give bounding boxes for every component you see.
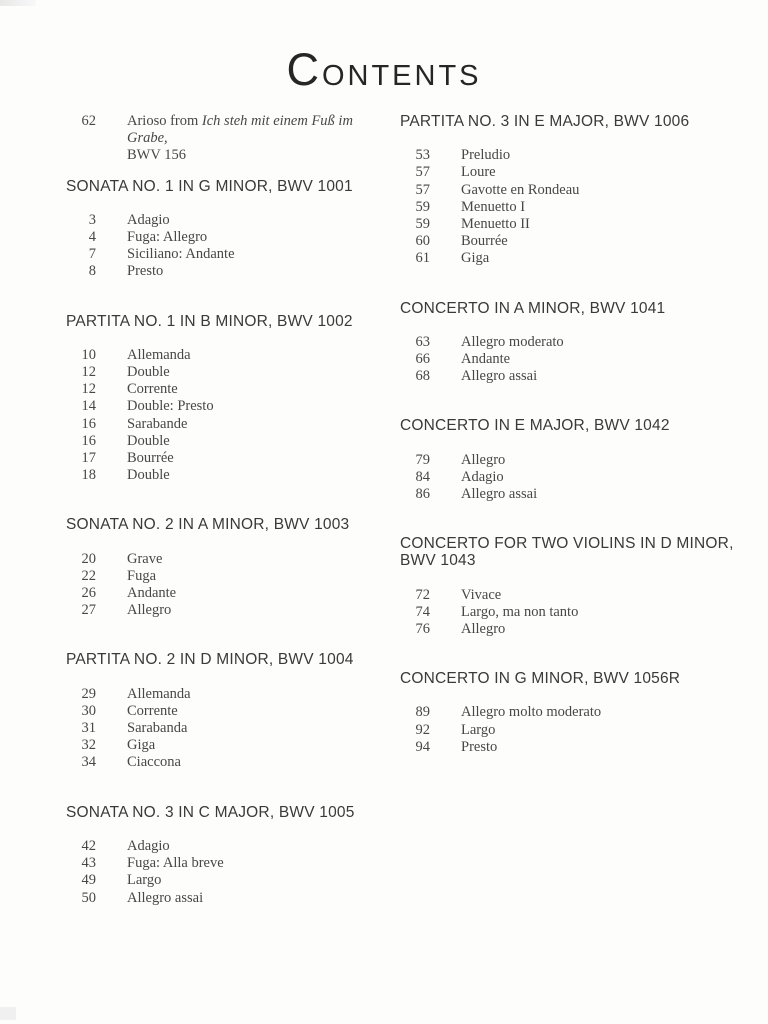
toc-section bbox=[400, 535, 734, 638]
page-number: 86 bbox=[415, 486, 430, 503]
page-number: 63 bbox=[415, 333, 430, 350]
toc-section bbox=[66, 178, 396, 281]
piece-title: Ciaccona bbox=[127, 754, 181, 771]
page-number: 12 bbox=[81, 381, 96, 398]
toc-row bbox=[400, 722, 734, 739]
page-number: 72 bbox=[415, 586, 430, 603]
piece-title: Largo bbox=[461, 721, 496, 738]
piece-title: Allegro bbox=[461, 621, 506, 638]
section-heading: PARTITA NO. 3 IN E MAJOR, BWV 1006 bbox=[400, 113, 690, 130]
page-number: 12 bbox=[81, 364, 96, 381]
toc-row bbox=[400, 233, 734, 250]
piece-title: Fuga: Alla breve bbox=[127, 855, 224, 872]
page-number: 4 bbox=[88, 229, 96, 246]
section-heading: SONATA NO. 3 IN C MAJOR, BWV 1005 bbox=[66, 803, 355, 821]
toc-row bbox=[400, 199, 734, 216]
piece-title: Gavotte en Rondeau bbox=[461, 181, 580, 198]
piece-title: Andante bbox=[461, 351, 511, 368]
toc-row bbox=[66, 720, 396, 737]
toc-section bbox=[400, 300, 734, 386]
toc-row bbox=[66, 416, 396, 433]
page-number: 74 bbox=[415, 603, 430, 620]
work-title-italic: Ich steh mit einem Fuß im Grabe, bbox=[127, 113, 353, 147]
piece-title: Allegro assai bbox=[461, 368, 538, 385]
toc-section bbox=[400, 417, 734, 503]
toc-row bbox=[66, 450, 396, 467]
piece-title: Grave bbox=[127, 550, 163, 567]
piece-title: Presto bbox=[127, 263, 164, 280]
piece-title: Adagio bbox=[127, 837, 170, 854]
piece-title: Menuetto II bbox=[461, 216, 530, 233]
page-number: 68 bbox=[415, 368, 430, 385]
scan-artifact-top-left bbox=[0, 0, 36, 6]
piece-title: Bourrée bbox=[461, 233, 508, 250]
page-title: CONTENTS bbox=[286, 44, 482, 95]
toc-section bbox=[400, 670, 734, 756]
section-heading: SONATA NO. 1 IN G MINOR, BWV 1001 bbox=[66, 177, 353, 195]
page-number: 79 bbox=[415, 451, 430, 468]
page-number: 76 bbox=[415, 621, 430, 638]
piece-title: Allegro assai bbox=[127, 889, 204, 906]
toc-row bbox=[66, 263, 396, 280]
page-number: 32 bbox=[81, 737, 96, 754]
section-heading: SONATA NO. 2 IN A MINOR, BWV 1003 bbox=[66, 516, 350, 534]
toc-row bbox=[66, 890, 396, 907]
page-number: 7 bbox=[88, 246, 96, 263]
piece-title: Allemanda bbox=[127, 685, 191, 702]
right-column bbox=[400, 113, 734, 788]
toc-row bbox=[66, 585, 396, 602]
section-heading: CONCERTO IN G MINOR, BWV 1056R bbox=[400, 670, 681, 688]
piece-title: Allegro moderato bbox=[461, 333, 564, 350]
piece-title: Vivace bbox=[461, 586, 502, 603]
page-number: 61 bbox=[415, 250, 430, 267]
page-number: 34 bbox=[81, 754, 96, 771]
toc-section bbox=[400, 113, 734, 268]
piece-title: Preludio bbox=[461, 147, 511, 164]
page-number: 29 bbox=[81, 685, 96, 702]
page-number: 49 bbox=[81, 872, 96, 889]
piece-title: Double bbox=[127, 364, 170, 381]
toc-row bbox=[66, 754, 396, 771]
page-number: 43 bbox=[81, 855, 96, 872]
page-number: 84 bbox=[415, 468, 430, 485]
page-number: 94 bbox=[415, 738, 430, 755]
piece-title: Allemanda bbox=[127, 346, 191, 363]
toc-row bbox=[400, 587, 734, 604]
piece-title: Siciliano: Andante bbox=[127, 246, 235, 263]
piece-title: Andante bbox=[127, 585, 177, 602]
toc-row bbox=[400, 452, 734, 469]
toc-row bbox=[400, 164, 734, 181]
toc-row bbox=[66, 433, 396, 450]
toc-row bbox=[66, 568, 396, 585]
toc-row bbox=[66, 364, 396, 381]
toc-section bbox=[66, 804, 396, 907]
piece-title: Double bbox=[127, 432, 170, 449]
piece-title: Allegro bbox=[461, 451, 506, 468]
piece-title bbox=[127, 113, 396, 165]
page-number: 30 bbox=[81, 702, 96, 719]
piece-title: Allegro molto moderato bbox=[461, 704, 602, 721]
page-number: 10 bbox=[81, 346, 96, 363]
piece-title: Fuga bbox=[127, 567, 156, 584]
page-number: 66 bbox=[415, 351, 430, 368]
toc-row bbox=[66, 855, 396, 872]
page-number: 14 bbox=[81, 398, 96, 415]
toc-row bbox=[400, 334, 734, 351]
section-heading: CONCERTO IN E MAJOR, BWV 1042 bbox=[400, 417, 670, 435]
page-number: 26 bbox=[81, 585, 96, 602]
page-number: 57 bbox=[415, 164, 430, 181]
work-title-text: BWV 156 bbox=[127, 147, 186, 164]
section-heading: CONCERTO IN A MINOR, BWV 1041 bbox=[400, 299, 666, 317]
toc-row bbox=[400, 486, 734, 503]
piece-title: Allegro bbox=[127, 602, 172, 619]
piece-title: Sarabanda bbox=[127, 720, 188, 737]
page-number: 53 bbox=[415, 147, 430, 164]
section-heading: PARTITA NO. 2 IN D MINOR, BWV 1004 bbox=[66, 651, 354, 669]
piece-title: Allegro assai bbox=[461, 486, 538, 503]
work-title-text: Arioso from bbox=[127, 113, 202, 129]
toc-row bbox=[400, 368, 734, 385]
toc-row bbox=[66, 246, 396, 263]
toc-row bbox=[66, 838, 396, 855]
page-number: 92 bbox=[415, 721, 430, 738]
piece-title: Fuga: Allegro bbox=[127, 229, 208, 246]
page-number: 31 bbox=[81, 720, 96, 737]
piece-title: Giga bbox=[461, 250, 490, 267]
toc-row bbox=[66, 212, 396, 229]
scan-artifact-bottom-left bbox=[0, 1007, 16, 1020]
piece-title: Corrente bbox=[127, 702, 178, 719]
piece-title: Giga bbox=[127, 737, 156, 754]
piece-title: Loure bbox=[461, 164, 496, 181]
toc-row bbox=[66, 551, 396, 568]
page-number: 16 bbox=[81, 415, 96, 432]
toc-row bbox=[400, 739, 734, 756]
piece-title: Largo, ma non tanto bbox=[461, 603, 579, 620]
page-number: 3 bbox=[88, 211, 96, 228]
toc-row bbox=[400, 604, 734, 621]
toc-section bbox=[66, 313, 396, 485]
page-number: 17 bbox=[81, 450, 96, 467]
page-number: 20 bbox=[81, 550, 96, 567]
piece-title: Bourrée bbox=[127, 450, 174, 467]
page-number: 62 bbox=[81, 113, 96, 129]
toc-row bbox=[400, 469, 734, 486]
piece-title: Corrente bbox=[127, 381, 178, 398]
piece-title: Adagio bbox=[127, 211, 170, 228]
piece-title: Double: Presto bbox=[127, 398, 214, 415]
page-number: 42 bbox=[81, 837, 96, 854]
left-column bbox=[66, 113, 396, 939]
piece-title: Sarabande bbox=[127, 415, 188, 432]
toc-section bbox=[66, 516, 396, 619]
piece-title: Presto bbox=[461, 738, 498, 755]
piece-title: Double bbox=[127, 467, 170, 484]
toc-row bbox=[66, 113, 396, 165]
page-number: 59 bbox=[415, 198, 430, 215]
page-number: 16 bbox=[81, 432, 96, 449]
toc-row bbox=[400, 351, 734, 368]
page-number: 22 bbox=[81, 567, 96, 584]
page-number: 18 bbox=[81, 467, 96, 484]
toc-row bbox=[66, 602, 396, 619]
page-number: 50 bbox=[81, 889, 96, 906]
toc-row bbox=[66, 686, 396, 703]
toc-row bbox=[400, 250, 734, 267]
piece-title: Menuetto I bbox=[461, 198, 526, 215]
page-number: 89 bbox=[415, 704, 430, 721]
piece-title: Adagio bbox=[461, 468, 504, 485]
toc-section bbox=[66, 113, 396, 165]
section-heading: PARTITA NO. 1 IN B MINOR, BWV 1002 bbox=[66, 312, 353, 330]
piece-title: Largo bbox=[127, 872, 162, 889]
toc-row bbox=[66, 737, 396, 754]
page-number: 8 bbox=[88, 263, 96, 280]
toc-section bbox=[66, 651, 396, 771]
page-number: 60 bbox=[415, 233, 430, 250]
page-number: 59 bbox=[415, 216, 430, 233]
toc-row bbox=[66, 467, 396, 484]
toc-row bbox=[66, 398, 396, 415]
toc-row bbox=[66, 381, 396, 398]
page-number: 27 bbox=[81, 602, 96, 619]
section-heading: CONCERTO FOR TWO VIOLINS IN D MINOR, BWV 1043 bbox=[400, 535, 734, 570]
toc-row bbox=[400, 621, 734, 638]
page-number: 57 bbox=[415, 181, 430, 198]
toc-row bbox=[66, 347, 396, 364]
toc-row bbox=[400, 147, 734, 164]
toc-row bbox=[66, 229, 396, 246]
toc-row bbox=[400, 704, 734, 721]
toc-row bbox=[66, 872, 396, 889]
toc-row bbox=[66, 703, 396, 720]
toc-row bbox=[400, 182, 734, 199]
toc-row bbox=[400, 216, 734, 233]
